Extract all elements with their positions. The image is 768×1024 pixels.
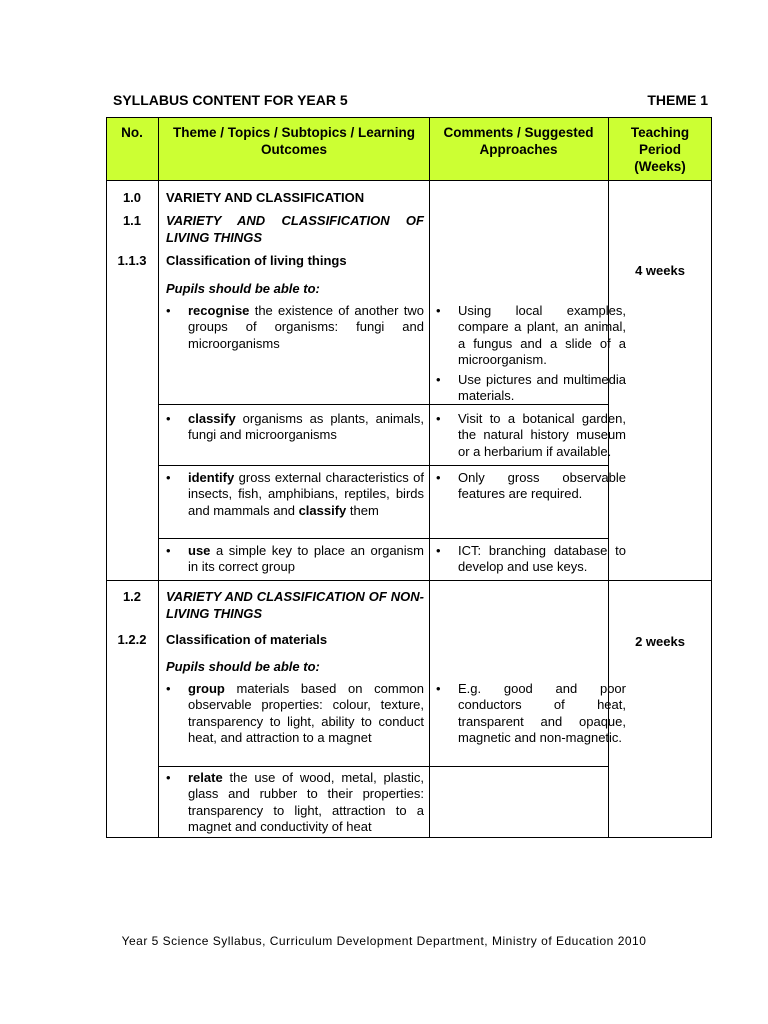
column-border — [429, 117, 430, 838]
topic-heading: VARIETY AND CLASSIFICATION OF LIVING THINGS — [166, 213, 424, 245]
learning-outcome: relate the use of wood, metal, plastic, glass and rubber to their properties: transparency to light, attraction to a magnet and conductivity of heat — [188, 770, 424, 835]
bullet: • — [436, 681, 441, 696]
suggested-approach: Visit to a botanical garden, the natural history museum or a herbarium if available. — [458, 411, 626, 459]
bullet: • — [436, 372, 441, 387]
subtopic-heading: Classification of materials — [166, 632, 328, 647]
learning-outcome: identify gross external characteristics of insects, fish, amphibians, reptiles, birds and mammals and classify them — [188, 470, 424, 518]
row-number: 1.0 — [122, 190, 142, 205]
row-number: 1.2 — [122, 589, 142, 604]
learning-outcome: use a simple key to place an organism in its correct group — [188, 543, 424, 575]
syllabus-table — [106, 117, 712, 838]
pupils-intro: Pupils should be able to: — [166, 281, 320, 296]
bullet: • — [436, 470, 441, 485]
pupils-intro: Pupils should be able to: — [166, 659, 320, 674]
page-footer: Year 5 Science Syllabus, Curriculum Development Department, Ministry of Education 2010 — [121, 934, 647, 948]
column-border — [158, 117, 159, 838]
bullet: • — [166, 303, 171, 318]
suggested-approach: Using local examples, compare a plant, an animal, a fungus and a slide of a microorganism. — [458, 303, 626, 368]
section-divider — [106, 580, 712, 581]
row-divider — [158, 766, 608, 767]
bullet: • — [436, 303, 441, 318]
suggested-approach: Use pictures and multimedia materials. — [458, 372, 626, 404]
learning-outcome: recognise the existence of another two groups of organisms: fungi and microorganisms — [188, 303, 424, 351]
header-no: No. — [121, 125, 143, 140]
subtopic-heading: Classification of living things — [166, 253, 347, 268]
topic-heading: VARIETY AND CLASSIFICATION OF NON-LIVING THINGS — [166, 589, 424, 621]
table-border-top — [106, 117, 712, 118]
bullet: • — [436, 543, 441, 558]
row-divider — [158, 538, 608, 539]
header-topics: Theme / Topics / Subtopics / Learning Outcomes — [172, 125, 416, 157]
header-comments: Comments / Suggested Approaches — [443, 125, 594, 157]
suggested-approach: ICT: branching database to develop and use keys. — [458, 543, 626, 575]
teaching-period: 4 weeks — [635, 263, 685, 278]
theme-heading: VARIETY AND CLASSIFICATION — [166, 190, 365, 205]
theme-label: THEME 1 — [647, 92, 708, 108]
learning-outcome: classify organisms as plants, animals, fungi and microorganisms — [188, 411, 424, 443]
suggested-approach: Only gross observable features are required. — [458, 470, 626, 502]
table-border-bottom — [106, 837, 712, 838]
row-number: 1.1.3 — [117, 253, 147, 268]
row-number: 1.1 — [122, 213, 142, 228]
learning-outcome: group materials based on common observable properties: colour, texture, transparency to light, ability to conduct heat, and attraction to a magnet — [188, 681, 424, 746]
document-title: SYLLABUS CONTENT FOR YEAR 5 — [113, 92, 348, 108]
bullet: • — [436, 411, 441, 426]
bullet: • — [166, 411, 171, 426]
bullet: • — [166, 770, 171, 785]
header-period: Teaching Period (Weeks) — [630, 125, 690, 174]
column-border — [711, 117, 712, 838]
bullet: • — [166, 470, 171, 485]
bullet: • — [166, 681, 171, 696]
bullet: • — [166, 543, 171, 558]
row-divider — [158, 465, 608, 466]
suggested-approach: E.g. good and poor conductors of heat, transparent and opaque, magnetic and non-magnetic. — [458, 681, 626, 746]
teaching-period: 2 weeks — [635, 634, 685, 649]
header-divider — [106, 180, 712, 181]
row-number: 1.2.2 — [117, 632, 147, 647]
